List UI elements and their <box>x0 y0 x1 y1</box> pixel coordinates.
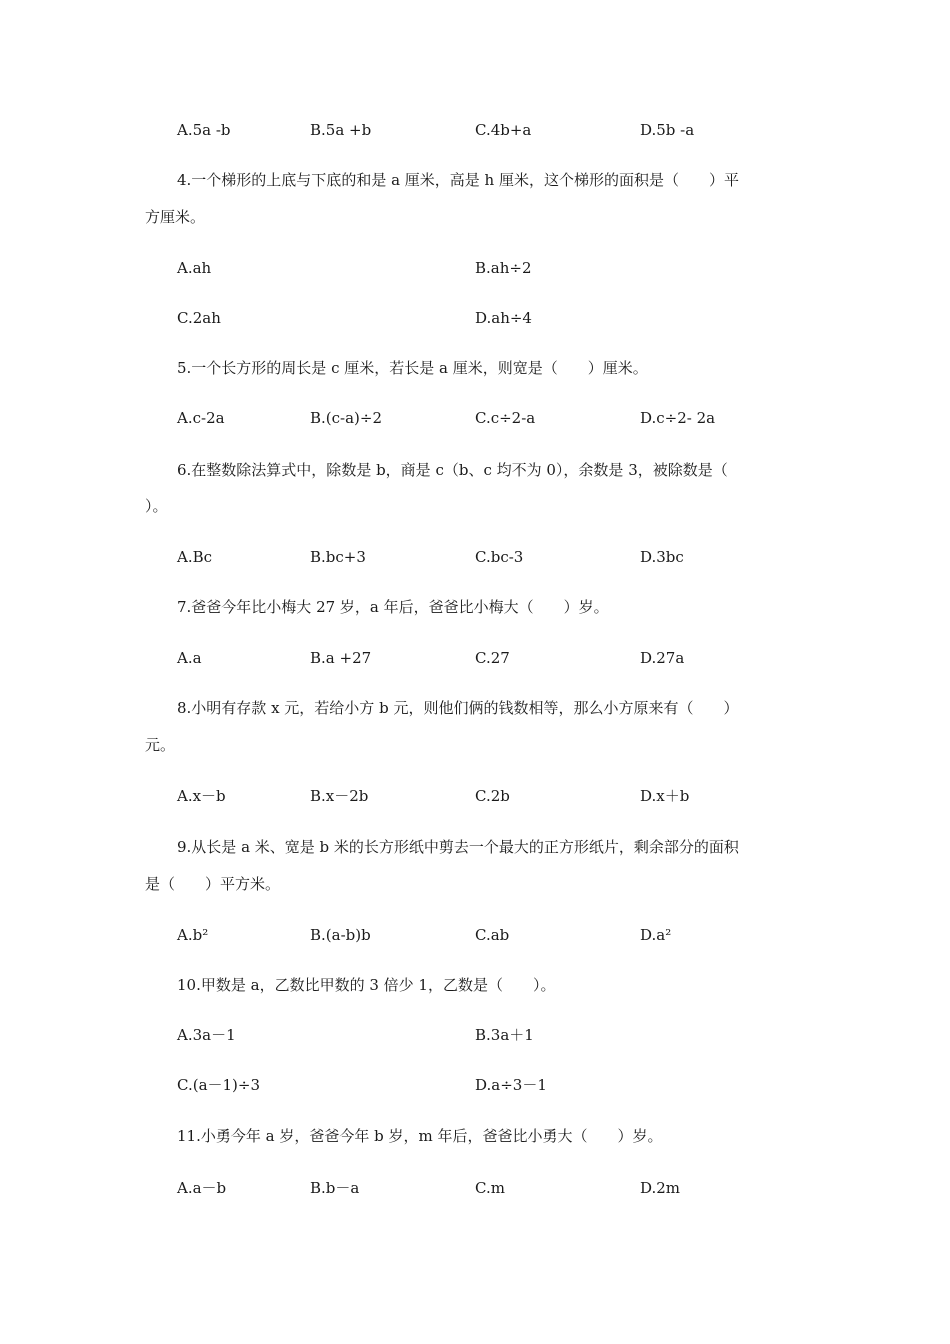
q11-option-b: B.b－a <box>310 1179 360 1197</box>
q9-option-b: B.(a-b)b <box>310 926 371 944</box>
q4-question: 4.一个梯形的上底与下底的和是 a 厘米，高是 h 厘米，这个梯形的面积是（ ）平 <box>177 171 739 189</box>
q4-option-d: D.ah÷4 <box>475 309 532 327</box>
q9-question: 9.从长是 a 米、宽是 b 米的长方形纸中剪去一个最大的正方形纸片，剩余部分的面积 <box>177 838 739 856</box>
q7-option-c: C.27 <box>475 649 510 667</box>
q8-option-b: B.x－2b <box>310 787 369 805</box>
q8-option-a: A.x－b <box>177 787 226 805</box>
q8-question-cont: 元。 <box>145 736 176 754</box>
q8-option-c: C.2b <box>475 787 510 805</box>
q11-option-a: A.a－b <box>177 1179 227 1197</box>
q7-option-b: B.a +27 <box>310 649 372 667</box>
q10-option-c: C.(a－1)÷3 <box>177 1076 261 1094</box>
q7-option-a: A.a <box>177 649 202 667</box>
q4-option-a: A.ah <box>177 259 212 277</box>
q8-option-d: D.x＋b <box>640 787 690 805</box>
q4-question-cont: 方厘米。 <box>145 208 206 226</box>
q3-option-c: C.4b+a <box>475 121 532 139</box>
q8-question: 8.小明有存款 x 元，若给小方 b 元，则他们俩的钱数相等，那么小方原来有（ ） <box>177 699 739 717</box>
q9-option-d: D.a² <box>640 926 672 944</box>
q6-option-c: C.bc-3 <box>475 548 524 566</box>
q6-question-cont: ）。 <box>145 497 168 515</box>
q5-option-d: D.c÷2- 2a <box>640 409 716 427</box>
q10-option-a: A.3a－1 <box>177 1026 236 1044</box>
q5-option-a: A.c-2a <box>177 409 225 427</box>
q11-question: 11.小勇今年 a 岁，爸爸今年 b 岁，m 年后，爸爸比小勇大（ ）岁。 <box>177 1127 663 1145</box>
q4-option-b: B.ah÷2 <box>475 259 532 277</box>
q7-question: 7.爸爸今年比小梅大 27 岁，a 年后，爸爸比小梅大（ ）岁。 <box>177 598 609 616</box>
q9-option-c: C.ab <box>475 926 510 944</box>
q5-question: 5.一个长方形的周长是 c 厘米，若长是 a 厘米，则宽是（ ）厘米。 <box>177 359 648 377</box>
q10-question: 10.甲数是 a，乙数比甲数的 3 倍少 1，乙数是（ ）。 <box>177 976 556 994</box>
q11-option-c: C.m <box>475 1179 505 1197</box>
q6-question: 6.在整数除法算式中，除数是 b，商是 c（b、c 均不为 0），余数是 3，被除数是（ <box>177 461 728 479</box>
q6-option-a: A.Bc <box>177 548 213 566</box>
q7-option-d: D.27a <box>640 649 685 667</box>
q11-option-d: D.2m <box>640 1179 681 1197</box>
q9-option-a: A.b² <box>177 926 209 944</box>
q4-option-c: C.2ah <box>177 309 221 327</box>
q10-option-b: B.3a＋1 <box>475 1026 534 1044</box>
q3-option-a: A.5a -b <box>177 121 231 139</box>
q5-option-b: B.(c-a)÷2 <box>310 409 383 427</box>
q3-option-d: D.5b -a <box>640 121 695 139</box>
q5-option-c: C.c÷2-a <box>475 409 536 427</box>
q6-option-b: B.bc+3 <box>310 548 366 566</box>
q3-option-b: B.5a +b <box>310 121 372 139</box>
q6-option-d: D.3bc <box>640 548 684 566</box>
q9-question-cont: 是（ ）平方米。 <box>145 875 281 893</box>
q10-option-d: D.a÷3－1 <box>475 1076 547 1094</box>
